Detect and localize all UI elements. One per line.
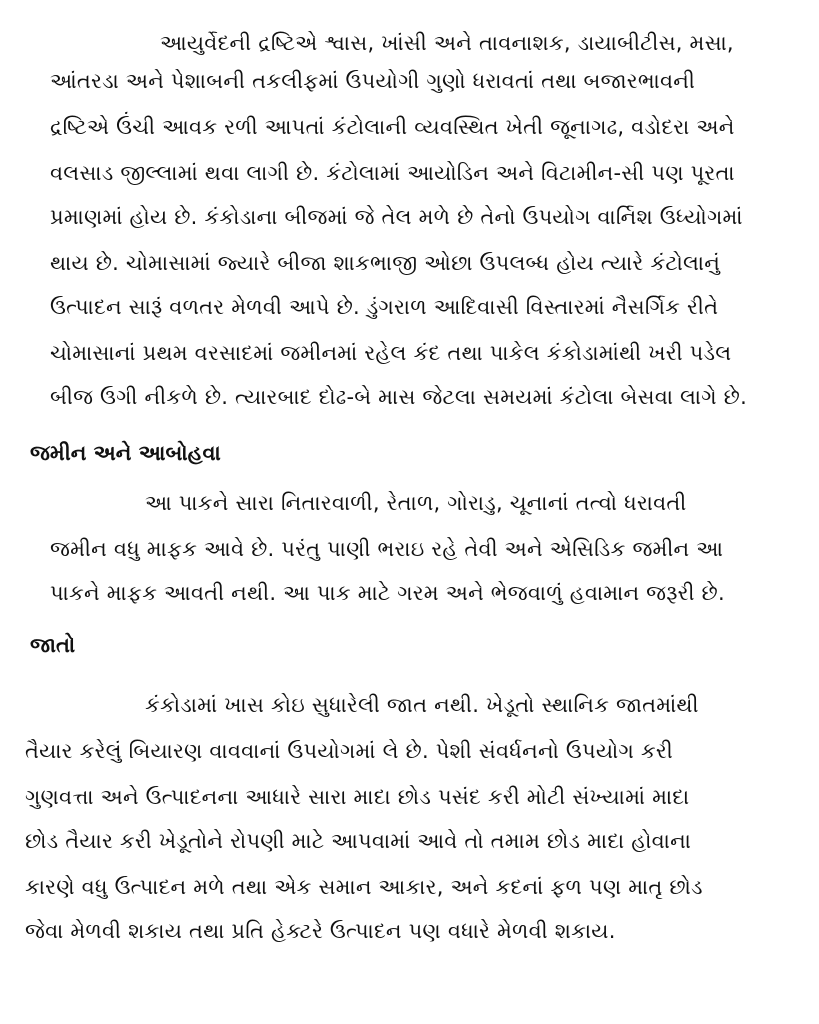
- section-heading-soil-climate: જમીન અને આબોહવા: [30, 441, 221, 465]
- paragraph-1-line: આયુર્વેદની દ્રષ્ટિએ શ્વાસ, ખાંસી અને તાવનાશક, ડાયાબીટીસ, મસા,: [160, 31, 734, 55]
- paragraph-1-line: ચોમાસાનાં પ્રથમ વરસાદમાં જમીનમાં રહેલ કંદ તથા પાકેલ કંકોડામાંથી ખરી પડેલ: [50, 341, 732, 365]
- paragraph-3-line: કારણે વધુ ઉત્પાદન મળે તથા એક સમાન આકાર, અને કદનાં ફળ પણ માતૃ છોડ: [25, 875, 703, 899]
- paragraph-1-line: દ્રષ્ટિએ ઉંચી આવક રળી આપતાં કંટોલાની વ્યવસ્થિત ખેતી જૂનાગઢ, વડોદરા અને: [50, 115, 735, 139]
- paragraph-3-line: કંકોડામાં ખાસ કોઇ સુધારેલી જાત નથી. ખેડૂતો સ્થાનિક જાતમાંથી: [145, 693, 699, 717]
- paragraph-2-line: પાકને માફક આવતી નથી. આ પાક માટે ગરમ અને ભેજવાળું હવામાન જરૂરી છે.: [50, 581, 725, 605]
- paragraph-1-line: વલસાડ જીલ્લામાં થવા લાગી છે. કંટોલામાં આયોડિન અને વિટામીન-સી પણ પૂરતા: [50, 161, 735, 185]
- paragraph-1-line: ઉત્પાદન સારૂં વળતર મેળવી આપે છે. ડુંગરાળ આદિવાસી વિસ્તારમાં નૈસર્ગિક રીતે: [50, 295, 719, 319]
- paragraph-2-line: જમીન વધુ માફક આવે છે. પરંતુ પાણી ભરાઇ રહે તેવી અને એસિડિક જમીન આ: [50, 537, 724, 561]
- paragraph-3-line: તૈયાર કરેલું બિયારણ વાવવાનાં ઉપયોગમાં લે છે. પેશી સંવર્ધનનો ઉપયોગ કરી: [25, 739, 673, 763]
- paragraph-3-line: છોડ તૈયાર કરી ખેડૂતોને રોપણી માટે આપવામાં આવે તો તમામ છોડ માદા હોવાના: [25, 829, 692, 853]
- paragraph-1-line: પ્રમાણમાં હોય છે. કંકોડાના બીજમાં જે તેલ મળે છે તેનો ઉપયોગ વાર્નિશ ઉધ્યોગમાં: [50, 205, 743, 229]
- paragraph-3-line: ગુણવત્તા અને ઉત્પાદનના આધારે સારા માદા છોડ પસંદ કરી મોટી સંખ્યામાં માદા: [25, 785, 690, 809]
- section-heading-varieties: જાતો: [30, 633, 76, 657]
- paragraph-2-line: આ પાકને સારા નિતારવાળી, રેતાળ, ગોરાડુ, ચૂનાનાં તત્વો ધરાવતી: [145, 491, 687, 515]
- paragraph-3-line: જેવા મેળવી શકાય તથા પ્રતિ હેક્ટરે ઉત્પાદન પણ વધારે મેળવી શકાય.: [25, 919, 616, 943]
- paragraph-1-line: થાય છે. ચોમાસામાં જ્યારે બીજા શાકભાજી ઓછા ઉપલબ્ધ હોય ત્યારે કંટોલાનું: [50, 251, 721, 275]
- paragraph-1-line: આંતરડા અને પેશાબની તકલીફમાં ઉપયોગી ગુણો ધરાવતાં તથા બજારભાવની: [50, 69, 696, 93]
- paragraph-1-line: બીજ ઉગી નીકળે છે. ત્યારબાદ દોઢ-બે માસ જેટલા સમયમાં કંટોલા બેસવા લાગે છે.: [50, 385, 747, 409]
